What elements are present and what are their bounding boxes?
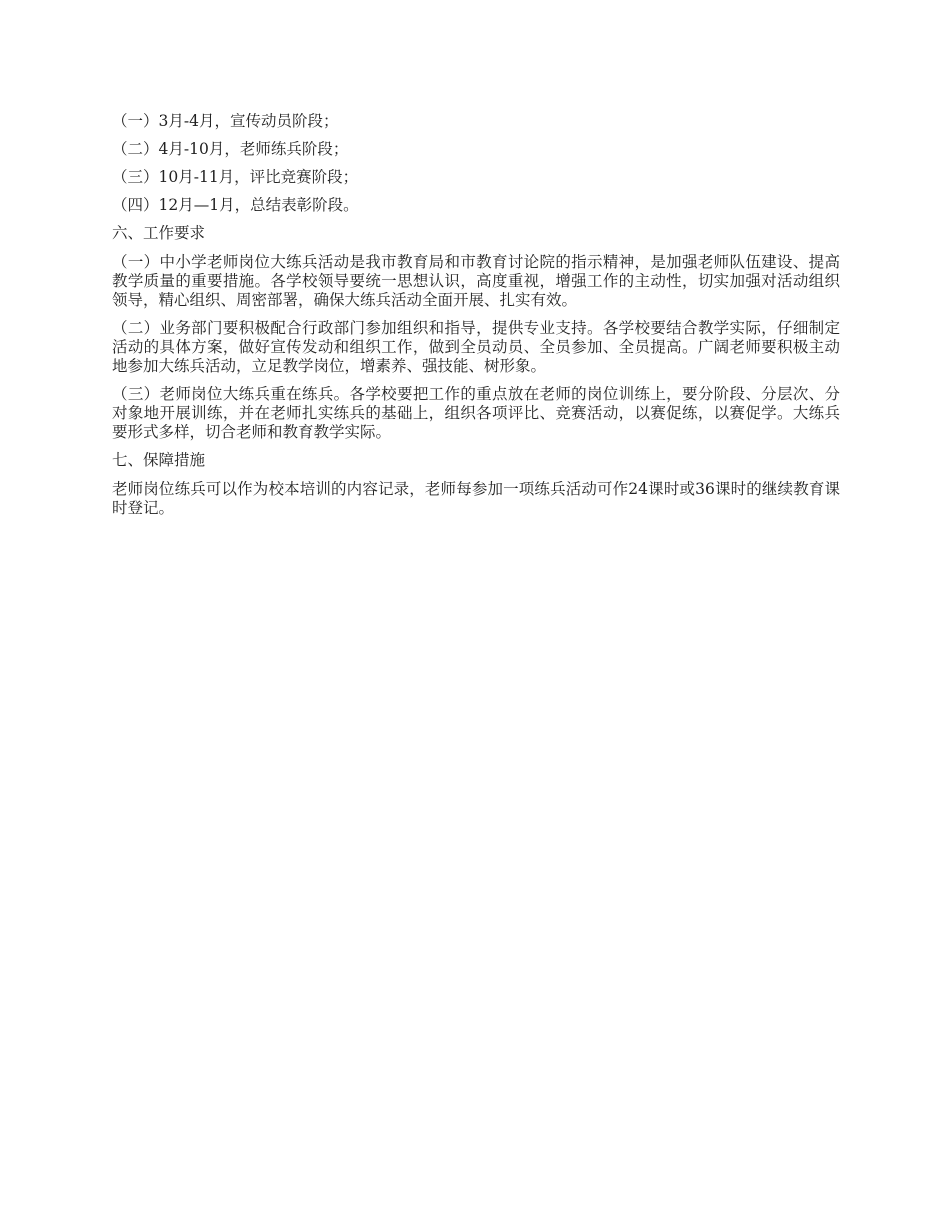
section-6-paragraph-2: （二）业务部门要积极配合行政部门参加组织和指导，提供专业支持。各学校要结合教学实际，仔细制定活动的具体方案，做好宣传发动和组织工作，做到全员动员、全员参加、全员提高。广阔老师要积极主动地参加大练兵活动，立足教学岗位，增素养、强技能、树形象。 [112, 319, 840, 375]
schedule-item-2: （二）4月-10月，老师练兵阶段； [112, 140, 349, 158]
schedule-item-3: （三）10月-11月，评比竞赛阶段； [112, 168, 359, 186]
section-7-heading: 七、保障措施 [112, 451, 206, 469]
schedule-item-1: （一）3月-4月，宣传动员阶段； [112, 112, 339, 130]
section-7-paragraph-1: 老师岗位练兵可以作为校本培训的内容记录，老师每参加一项练兵活动可作24课时或36课时的继续教育课时登记。 [112, 480, 840, 517]
schedule-item-4: （四）12月—1月，总结表彰阶段。 [112, 196, 359, 214]
section-6-paragraph-1: （一）中小学老师岗位大练兵活动是我市教育局和市教育讨论院的指示精神，是加强老师队伍建设、提高教学质量的重要措施。各学校领导要统一思想认识，高度重视，增强工作的主动性，切实加强对活动组织领导，精心组织、周密部署，确保大练兵活动全面开展、扎实有效。 [112, 253, 840, 309]
section-6-paragraph-3: （三）老师岗位大练兵重在练兵。各学校要把工作的重点放在老师的岗位训练上，要分阶段、分层次、分对象地开展训练，并在老师扎实练兵的基础上，组织各项评比、竞赛活动，以赛促练，以赛促学。大练兵要形式多样，切合老师和教育教学实际。 [112, 385, 840, 441]
section-6-heading: 六、工作要求 [112, 224, 206, 242]
